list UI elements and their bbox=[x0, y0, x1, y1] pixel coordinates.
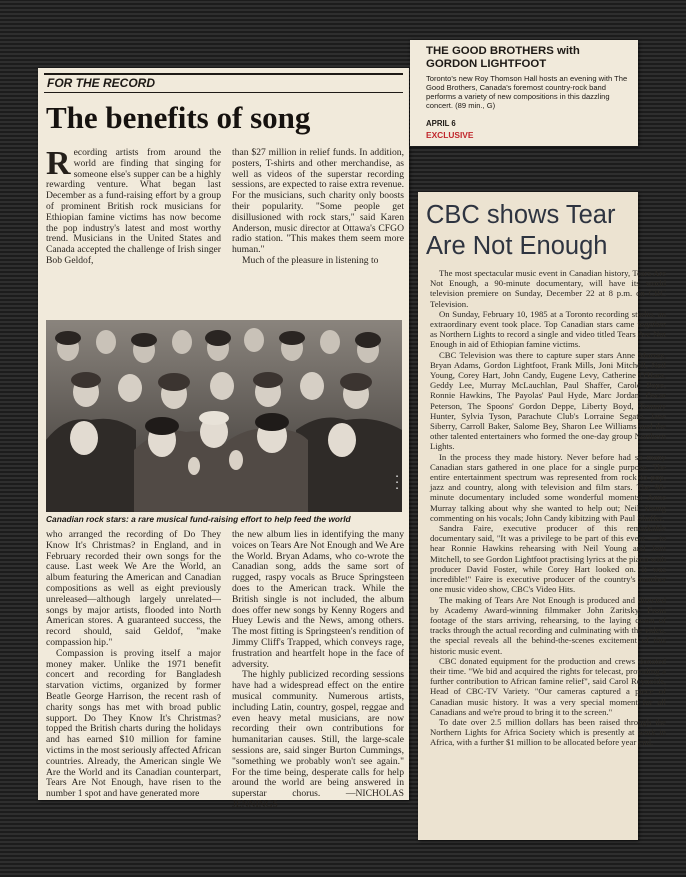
exclusive-badge: EXCLUSIVE bbox=[426, 130, 474, 140]
article-column-1 bbox=[46, 145, 221, 318]
section-label: FOR THE RECORD bbox=[44, 73, 403, 93]
article-paragraph: Compassion is proving itself a major money maker. Unlike the 1971 benefit concert and recording for Bangladesh starvation victims, organized by former Beatle George Harrison, the recent rash of charity songs has met with broad public support. Do They Know It's Christmas? topped the British charts during the holidays and has earned $10 million for famine victims in the most seriously affected African countries. Already, the American single We Are the World and its Canadian counterpart, Tears Are Not Enough, have risen to the number 1 spot and have generated more bbox=[46, 647, 221, 800]
cbc-paragraph: The most spectacular music event in Canadian history, Tears Are Not Enough, a 90-minute documentary, will have its world television premiere on Sunday, December 22 at 8 p.m. on CBC Television. bbox=[430, 268, 666, 309]
photo-credit-mark: ▪▪▪ bbox=[394, 474, 400, 492]
cbc-clipping bbox=[418, 192, 666, 840]
photo-caption: Canadian rock stars: a rare musical fund-raising effort to help feed the world bbox=[46, 514, 351, 524]
cbc-paragraph: Sandra Faire, executive producer of this remarkable documentary said, "It was a privilege to be part of this event — to hear Ronnie Hawkins rehearsing with Neil Young and Joni Mitchell, to see Gordon Lightfoot practising lyrics at the piano with producer David Foster, while Corey Hart looked on. It was incredible!" Faire is executive producer of the country's number one music video show, CBC's Video Hits. bbox=[430, 523, 666, 595]
article-headline: The benefits of song bbox=[46, 100, 311, 135]
listing-title-line: GORDON LIGHTFOOT bbox=[426, 58, 547, 70]
article-column-3 bbox=[46, 530, 221, 798]
article-column-4 bbox=[232, 529, 404, 810]
cbc-paragraph: The making of Tears Are Not Enough is produced and directed by Academy Award-winning filmmaker John Zaritsky. From footage of the stars arriving, rehearsing, to the laying down of tracks through the actual recording and culminating with the video, the special reveals all the behind-the-scenes excitement of this historic music event. bbox=[430, 594, 666, 656]
article-paragraph: Recording artists from around the world are finding that singing for someone else's supper can be a highly rewarding venture. What began last December as a fund-raising effort by a group of prominent British rock musicians for Ethiopian famine victims has now become the pop industry's latest and most worthy trend. Musicians in the United States and Canada accepted the challenge of Irish singer Bob Geldof, bbox=[46, 145, 221, 266]
cbc-paragraph: To date over 2.5 million dollars has been raised through the Northern Lights for Africa Society which is presently at work in Africa, with a further $1 million to be allocated before year end. bbox=[430, 716, 666, 748]
article-paragraph: The highly publicized recording sessions have had a widespread effect on the entire musical community. Numerous artists, including Latin, country, gospel, reggae and even heavy metal musicians, are now recording their own contributions for humanitarian causes. Still, the large-scale sessions are, said singer Burton Cummings, "something we probably won't see again." For the time being, desperate calls for help around the world are being answered in superstar chorus. —NICHOLAS JENNINGS bbox=[232, 669, 404, 810]
group-photo bbox=[46, 320, 402, 512]
cbc-paragraph: On Sunday, February 10, 1985 at a Toronto recording studio, an extraordinary event took place. Top Canadian stars came together as Northern Lights to record a single and video titled Tears Are Not Enough in aid of Ethiopian famine victims. bbox=[430, 308, 666, 350]
tv-listing-clipping bbox=[410, 40, 638, 146]
listing-title bbox=[426, 45, 636, 71]
cbc-paragraph: CBC Television was there to capture super stars Anne Murray, Bryan Adams, Gordon Lightfoot, Frank Mills, Joni Mitchell, Neil Young, Corey Hart, John Candy, Eugene Levy, Catherine O'Hara, Geddy Lee, Murray McLauchlan, Paul Shaffer, Carole Pope, Ronnie Hawkins, The Payolas' Paul Hyde, Marc Jordan, Oscar Peterson, The Spoons' Gordon Deppe, Liberty Boyd, Tommy Hunter, Sylvia Tyson, Parachute Club's Lorraine Segato, Jane Siberry, Carroll Baker, Salome Bey, Sharon Lee Williams and the other talented entertainers who formed the one-day group Northern Lights. bbox=[430, 349, 666, 452]
listing-description: Toronto's new Roy Thomson Hall hosts an evening with The Good Brothers, Canada's foremost country-rock band performs a variety of new compositions in this dazzling concert. (89 min., G) bbox=[426, 74, 628, 110]
cbc-paragraph: CBC donated equipment for the production and crews donated their time. "We bid and acquired the rights for telecast, providing a further contribution to African famine relief", said Carol Reynolds, Head of CBC-TV Variety. "Our cameras captured a piece of Canadian music history. It was a very special moment for all Canadians and we're proud to bring it to the screen." bbox=[430, 655, 666, 717]
cbc-headline bbox=[426, 200, 686, 262]
article-column-2 bbox=[232, 148, 404, 318]
cbc-article-body bbox=[430, 268, 666, 838]
article-paragraph: than $27 million in relief funds. In addition, posters, T-shirts and other merchandise, as well as videos of the superstar recording sessions, are expected to raise extra revenue. For the musicians, such charity only boosts their popularity. "Some people get disillusioned with rock stars," said Karen Anderson, music director at Ottawa's CFGO radio station. "This makes them seem more human." bbox=[232, 147, 404, 256]
listing-date: APRIL 6 bbox=[426, 119, 456, 128]
article-clipping bbox=[38, 68, 409, 810]
cbc-paragraph: In the process they made history. Never before had so many Canadian stars gathered in one place for a single purpose. The entire entertainment spectrum was represented from rock to pop, jazz and country, along with television and film stars. The 90-minute documentary included some wonderful moments: Anne Murray talking about why she wanted to help out; Neil Young commenting on his vocals; John Candy kibitzing with Paul Shaffer. bbox=[430, 451, 666, 523]
article-paragraph: the new album lies in identifying the many voices on Tears Are Not Enough and We Are the World. Bryan Adams, who co-wrote the Canadian song, adds the same sort of rugged, raspy vocals as Bruce Springsteen does to the American track. While the British single is not included, the album does offer new songs by Kenny Rogers and Huey Lewis and the News, among others. The most fitting is Springsteen's rendition of Jimmy Cliff's Trapped, which conveys rage, frustration and heartfelt hope in the face of adversity. bbox=[232, 529, 404, 670]
article-paragraph: who arranged the recording of Do They Know It's Christmas? in England, and in February recorded their own songs for the cause. Last week We Are the World, an album featuring the American and Canadian compositions as well as eight previously unreleased—although largely unrelated—songs by major artists, flooded into North American stores. A guaranteed success, the record should, said Geldof, "make compassion hip." bbox=[46, 529, 221, 648]
cbc-headline-line: CBC shows Tear bbox=[426, 201, 616, 229]
listing-title-line: THE GOOD BROTHERS with bbox=[426, 45, 580, 57]
article-paragraph: Much of the pleasure in listening to bbox=[242, 254, 379, 266]
photo-illustration bbox=[46, 320, 402, 512]
cbc-headline-line: Are Not Enough bbox=[426, 232, 608, 260]
